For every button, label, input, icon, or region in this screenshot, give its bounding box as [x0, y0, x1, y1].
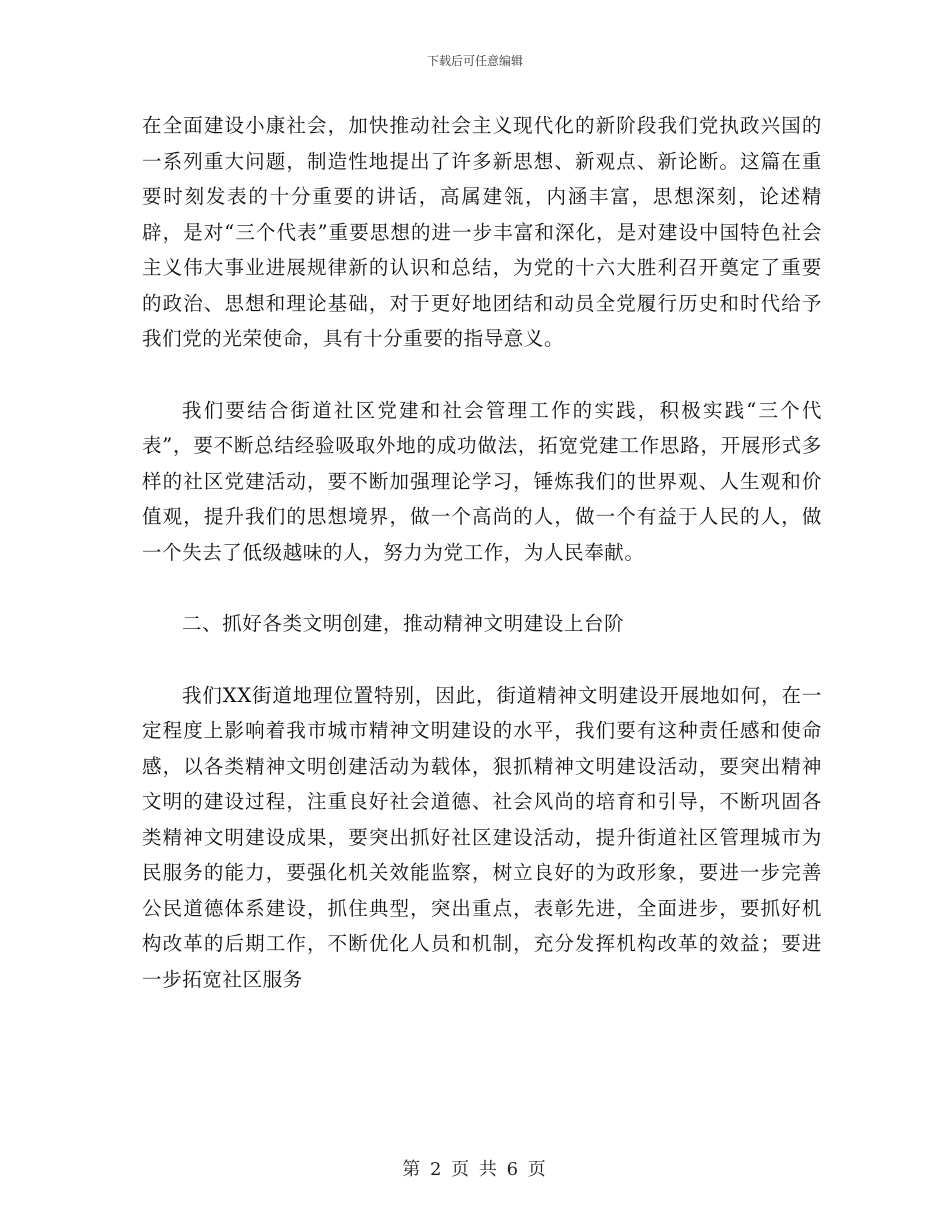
- paragraph-gap: [142, 570, 822, 606]
- paragraph-1: 在全面建设小康社会，加快推动社会主义现代化的新阶段我们党执政兴国的一系列重大问题，制造性地提出了许多新思想、新观点、新论断。这篇在重要时刻发表的十分重要的讲话，高属建瓴，内涵丰富，思想深刻，论述精辟，是对“三个代表”重要思想的进一步丰富和深化，是对建设中国特色社会主义伟大事业进展规律新的认识和总结，为党的十六大胜利召开奠定了重要的政治、思想和理论基础，对于更好地团结和动员全党履行历史和时代给予我们党的光荣使命，具有十分重要的指导意义。: [142, 114, 822, 350]
- paragraph-gap: [142, 357, 822, 393]
- paragraph-3: 我们XX街道地理位置特别，因此，街道精神文明建设开展地如何，在一定程度上影响着我市城市精神文明建设的水平，我们要有这种责任感和使命感，以各类精神文明创建活动为载体，狠抓精神文明建设活动，要突出精神文明的建设过程，注重良好社会道德、社会风尚的培育和引导，不断巩固各类精神文明建设成果，要突出抓好社区建设活动，提升街道社区管理城市为民服务的能力，要强化机关效能监察，树立良好的为政形象，要进一步完善公民道德体系建设，抓住典型，突出重点，表彰先进，全面进步，要抓好机构改革的后期工作，不断优化人员和机制，充分发挥机构改革的效益；要进一步拓宽社区服务: [142, 683, 822, 991]
- document-body: [142, 108, 822, 997]
- page-header-note: 下载后可任意编辑: [426, 54, 523, 68]
- section-heading: 二、抓好各类文明创建，推动精神文明建设上台阶: [182, 612, 625, 635]
- paragraph-2: 我们要结合街道社区党建和社会管理工作的实践，积极实践“三个代表”，要不断总结经验吸取外地的成功做法，拓宽党建工作思路，开展形式多样的社区党建活动，要不断加强理论学习，锤炼我们的世界观、人生观和价值观，提升我们的思想境界，做一个高尚的人，做一个有益于人民的人，做一个失去了低级越味的人，努力为党工作，为人民奉献。: [142, 398, 822, 564]
- paragraph-gap: [142, 642, 822, 678]
- page-number: 第 2 页 共 6 页: [402, 1159, 548, 1180]
